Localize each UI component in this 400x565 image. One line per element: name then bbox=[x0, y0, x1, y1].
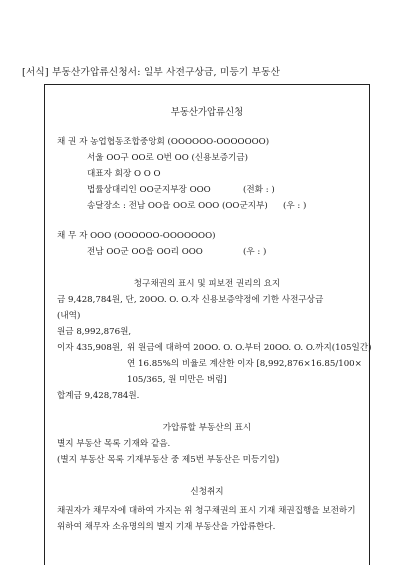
form-caption: [서식] 부동산가압류신청서: 일부 사전구상금, 미등기 부동산 bbox=[22, 67, 281, 78]
property-line-1: 별지 부동산 목록 기재와 같음. bbox=[57, 439, 171, 449]
purpose-text: 채권자가 채무자에 대하여 가지는 위 청구채권의 표시 기재 채권집행을 보전하기 위하여 채무자 소유명의의 별지 기재 부동산을 가압류한다. bbox=[57, 506, 356, 532]
claim-amount: 금 9,428,784원, 단, 20OO. O. O.자 신용보증약정에 기한 사전구상금 bbox=[57, 295, 324, 305]
creditor-service-place: 송달장소 : 전남 OO읍 OO로 OOO (OO군지부) bbox=[87, 201, 268, 211]
form-title: 부동산가압류신청 bbox=[170, 107, 244, 118]
debtor-name: 채 무 자 OOO (OOOOOO-OOOOOOO) bbox=[57, 231, 216, 241]
property-heading: 가압류할 부동산의 표시 bbox=[162, 423, 252, 433]
creditor-agent-phone: (전화 : ) bbox=[243, 185, 275, 195]
claim-interest-desc-3: 105/365, 원 미만은 버림] bbox=[127, 375, 227, 385]
creditor-service-zip: (우 : ) bbox=[283, 201, 307, 211]
creditor-representative: 대표자 회장 O O O bbox=[87, 169, 161, 179]
claim-heading: 청구채권의 표시 및 피보전 권리의 요지 bbox=[133, 279, 281, 289]
debtor-zip: (우 : ) bbox=[243, 247, 267, 257]
purpose-heading: 신청취지 bbox=[190, 487, 224, 497]
creditor-address: 서울 OO구 OO로 O번 OO (신용보증기금) bbox=[87, 153, 248, 163]
claim-principal: 원금 8,992,876원, bbox=[57, 327, 132, 337]
debtor-address: 전남 OO군 OO읍 OO리 OOO bbox=[87, 247, 203, 257]
creditor-legal-agent: 법률상대리인 OO군지부장 OOO bbox=[87, 185, 211, 195]
application-form bbox=[44, 84, 370, 565]
creditor-name: 채 권 자 농업협동조합중앙회 (OOOOOO-OOOOOOO) bbox=[57, 137, 270, 147]
claim-interest-amount: 이자 435,908원, bbox=[57, 343, 123, 353]
property-line-2: (별지 부동산 목록 기재부동산 중 제5번 부동산은 미등기임) bbox=[57, 455, 280, 465]
claim-detail-label: (내역) bbox=[57, 311, 81, 321]
claim-interest-desc-1: 위 원금에 대하여 20OO. O. O.부터 20OO. O. O.까지(105일간) bbox=[127, 343, 372, 353]
claim-total: 합계금 9,428,784원. bbox=[57, 391, 140, 401]
claim-interest-desc-2: 연 16.85%의 비율로 계산한 이자 [8,992,876×16.85/100× bbox=[127, 359, 362, 369]
